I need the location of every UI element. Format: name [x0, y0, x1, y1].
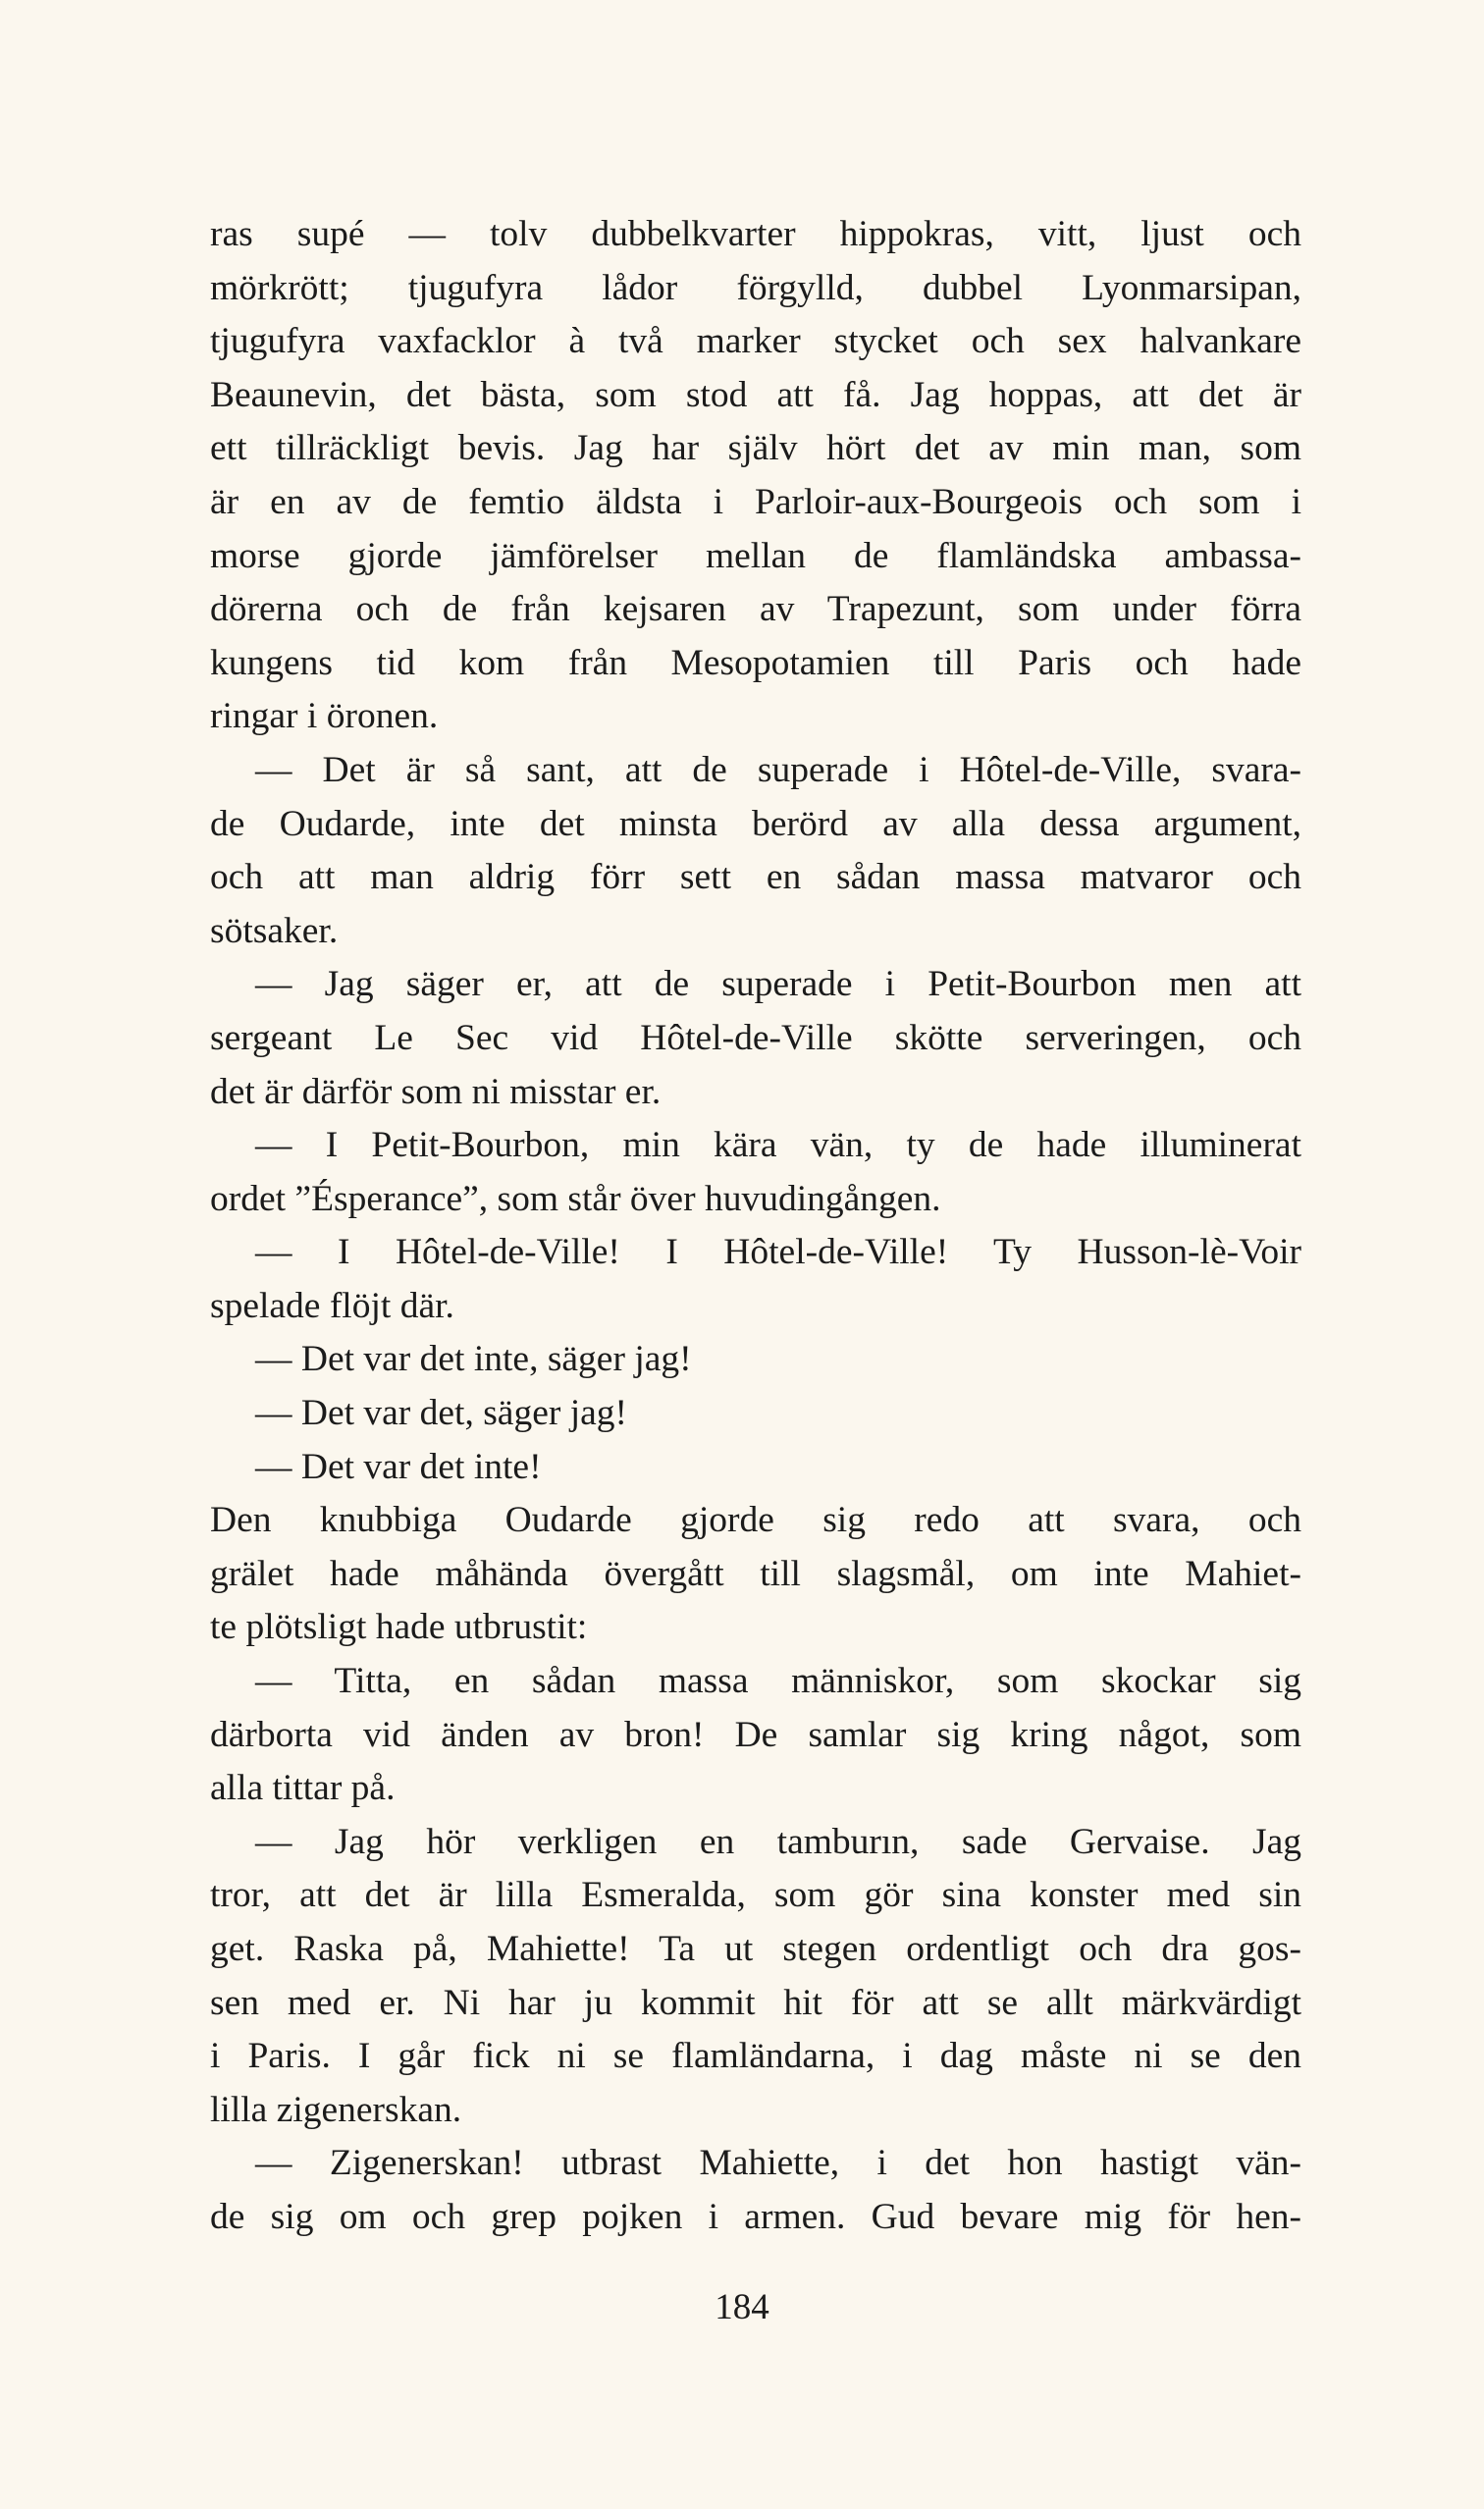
- text-line: tjugufyra vaxfacklor à två marker stycket och sex halvankare: [210, 321, 1301, 362]
- text-line: — Zigenerskan! utbrast Mahiette, i det hon hastigt vän-: [255, 2143, 1301, 2184]
- text-line: de Oudarde, inte det minsta berörd av alla dessa argument,: [210, 803, 1301, 844]
- text-line: tror, att det är lilla Esmeralda, som gör sina konster med sin: [210, 1875, 1301, 1916]
- text-line: — Titta, en sådan massa människor, som skockar sig: [255, 1661, 1301, 1702]
- text-line: Beaunevin, det bästa, som stod att få. Jag hoppas, att det är: [210, 374, 1301, 415]
- text-line: — I Petit-Bourbon, min kära vän, ty de hade illuminerat: [255, 1125, 1301, 1166]
- text-line: Den knubbiga Oudarde gjorde sig redo att svara, och: [210, 1500, 1301, 1541]
- text-line: de sig om och grep pojken i armen. Gud bevare mig för hen-: [210, 2196, 1301, 2237]
- page-number: 184: [715, 2287, 769, 2327]
- body-text: [210, 208, 1301, 2245]
- text-line: ordet ”Ésperance”, som står över huvudingången.: [210, 1178, 941, 1219]
- text-line: lilla zigenerskan.: [210, 2089, 462, 2130]
- text-line: te plötsligt hade utbrustit:: [210, 1607, 588, 1648]
- text-line: grälet hade måhända övergått till slagsmål, om inte Mahiet-: [210, 1553, 1301, 1594]
- text-line: sötsaker.: [210, 910, 339, 951]
- text-line: — Det var det inte, säger jag!: [255, 1339, 692, 1380]
- text-line: — Jag säger er, att de superade i Petit-Bourbon men att: [255, 964, 1301, 1005]
- text-line: ringar i öronen.: [210, 696, 439, 737]
- text-line: ett tillräckligt bevis. Jag har själv hört det av min man, som: [210, 428, 1301, 469]
- text-line: — I Hôtel-de-Ville! I Hôtel-de-Ville! Ty Husson-lè-Voir: [255, 1232, 1301, 1273]
- text-line: kungens tid kom från Mesopotamien till Paris och hade: [210, 642, 1301, 683]
- text-line: ras supé — tolv dubbelkvarter hippokras, vitt, ljust och: [210, 214, 1301, 254]
- text-line: — Jag hör verkligen en tamburın, sade Gervaise. Jag: [255, 1821, 1301, 1862]
- text-line: spelade flöjt där.: [210, 1285, 454, 1326]
- text-line: get. Raska på, Mahiette! Ta ut stegen ordentligt och dra gos-: [210, 1929, 1301, 1969]
- text-line: alla tittar på.: [210, 1768, 396, 1809]
- text-line: — Det var det, säger jag!: [255, 1393, 628, 1434]
- text-line: sergeant Le Sec vid Hôtel-de-Ville skötte serveringen, och: [210, 1017, 1301, 1058]
- text-line: morse gjorde jämförelser mellan de flamländska ambassa-: [210, 535, 1301, 576]
- text-line: därborta vid änden av bron! De samlar sig kring något, som: [210, 1714, 1301, 1755]
- text-line: mörkrött; tjugufyra lådor förgylld, dubbel Lyonmarsipan,: [210, 267, 1301, 308]
- text-line: — Det var det inte!: [255, 1446, 542, 1487]
- text-line: sen med er. Ni har ju kommit hit för att se allt märkvärdigt: [210, 1982, 1301, 2023]
- text-line: är en av de femtio äldsta i Parloir-aux-Bourgeois och som i: [210, 481, 1301, 522]
- text-line: — Det är så sant, att de superade i Hôtel-de-Ville, svara-: [255, 749, 1301, 790]
- text-line: det är därför som ni misstar er.: [210, 1071, 662, 1112]
- text-line: i Paris. I går fick ni se flamländarna, i dag måste ni se den: [210, 2036, 1301, 2077]
- text-line: dörerna och de från kejsaren av Trapezunt, som under förra: [210, 589, 1301, 630]
- text-line: och att man aldrig förr sett en sådan massa matvaror och: [210, 857, 1301, 898]
